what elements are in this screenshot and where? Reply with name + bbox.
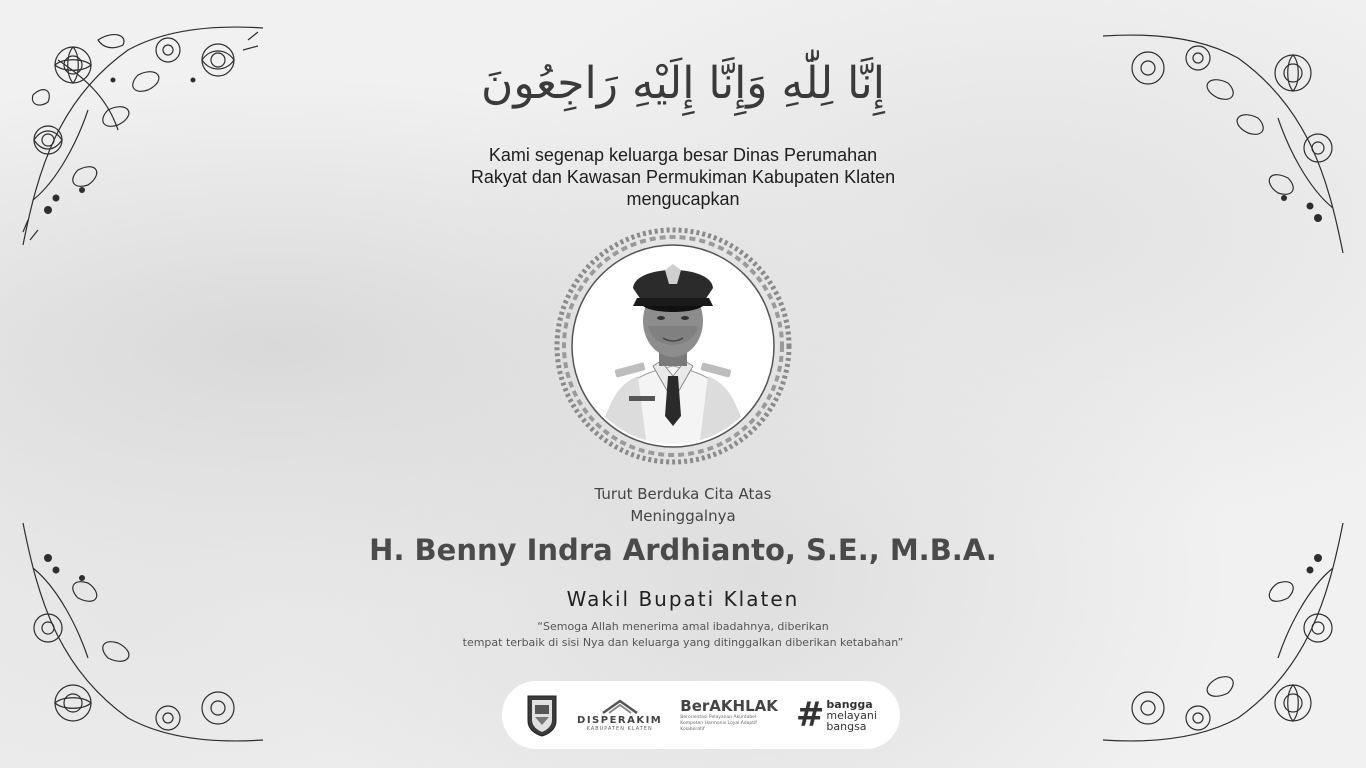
logo-bar — [502, 681, 900, 749]
condolence-line-2: Meninggalnya — [630, 507, 736, 525]
berakhlak-tagline: Berorientasi Pelayanan Akuntabel Kompeten Harmonis Loyal Adaptif Kolaboratif — [680, 715, 757, 732]
floral-corner-bottom-right — [1098, 518, 1348, 748]
berakhlak-logo — [680, 697, 778, 733]
prayer-line-2: tempat terbaik di sisi Nya dan keluarga yang ditinggalkan diberikan ketabahan” — [462, 636, 904, 649]
bangga-word-2: melayani — [826, 708, 877, 722]
deceased-role: Wakil Bupati Klaten — [566, 587, 800, 611]
berakhlak-title: BerAKHLAK — [680, 697, 778, 715]
floral-corner-icon — [18, 518, 268, 748]
regency-logo — [525, 693, 559, 737]
bangga-melayani-bangsa-logo — [795, 695, 877, 735]
intro-line-2: Rakyat dan Kawasan Permukiman Kabupaten Klaten — [470, 167, 896, 187]
disperakim-logo — [577, 699, 662, 732]
portrait-photo — [553, 226, 793, 466]
prayer-line-1: “Semoga Allah menerima amal ibadahnya, diberikan — [537, 620, 829, 633]
disperakim-title: DISPERAKIM — [577, 714, 663, 726]
deceased-name: H. Benny Indra Ardhianto, S.E., M.B.A. — [369, 533, 997, 567]
intro-text — [383, 144, 983, 210]
istirja-calligraphy: إِنَّا لِلّٰهِ وَإِنَّا إِلَيْهِ رَاجِعُونَ — [481, 58, 885, 109]
regency-crest-icon — [525, 693, 559, 737]
bangga-word-1: bangga — [826, 697, 873, 711]
portrait-frame-icon — [553, 226, 793, 466]
prayer-text — [383, 619, 983, 651]
bangga-word-3: bangsa — [826, 719, 867, 733]
condolence-text — [383, 483, 983, 527]
portrait-frame — [553, 226, 793, 466]
house-roof-icon — [601, 699, 639, 715]
condolence-line-1: Turut Berduka Cita Atas — [594, 485, 772, 503]
floral-corner-bottom-left — [18, 518, 268, 748]
intro-line-3: mengucapkan — [626, 189, 740, 209]
hashtag-icon: # — [795, 695, 825, 735]
disperakim-subtitle: KABUPATEN KLATEN — [586, 725, 653, 732]
floral-corner-icon — [1098, 518, 1348, 748]
floral-corner-top-left — [18, 20, 268, 250]
intro-line-1: Kami segenap keluarga besar Dinas Perumahan — [488, 145, 878, 165]
floral-corner-icon — [18, 20, 268, 250]
